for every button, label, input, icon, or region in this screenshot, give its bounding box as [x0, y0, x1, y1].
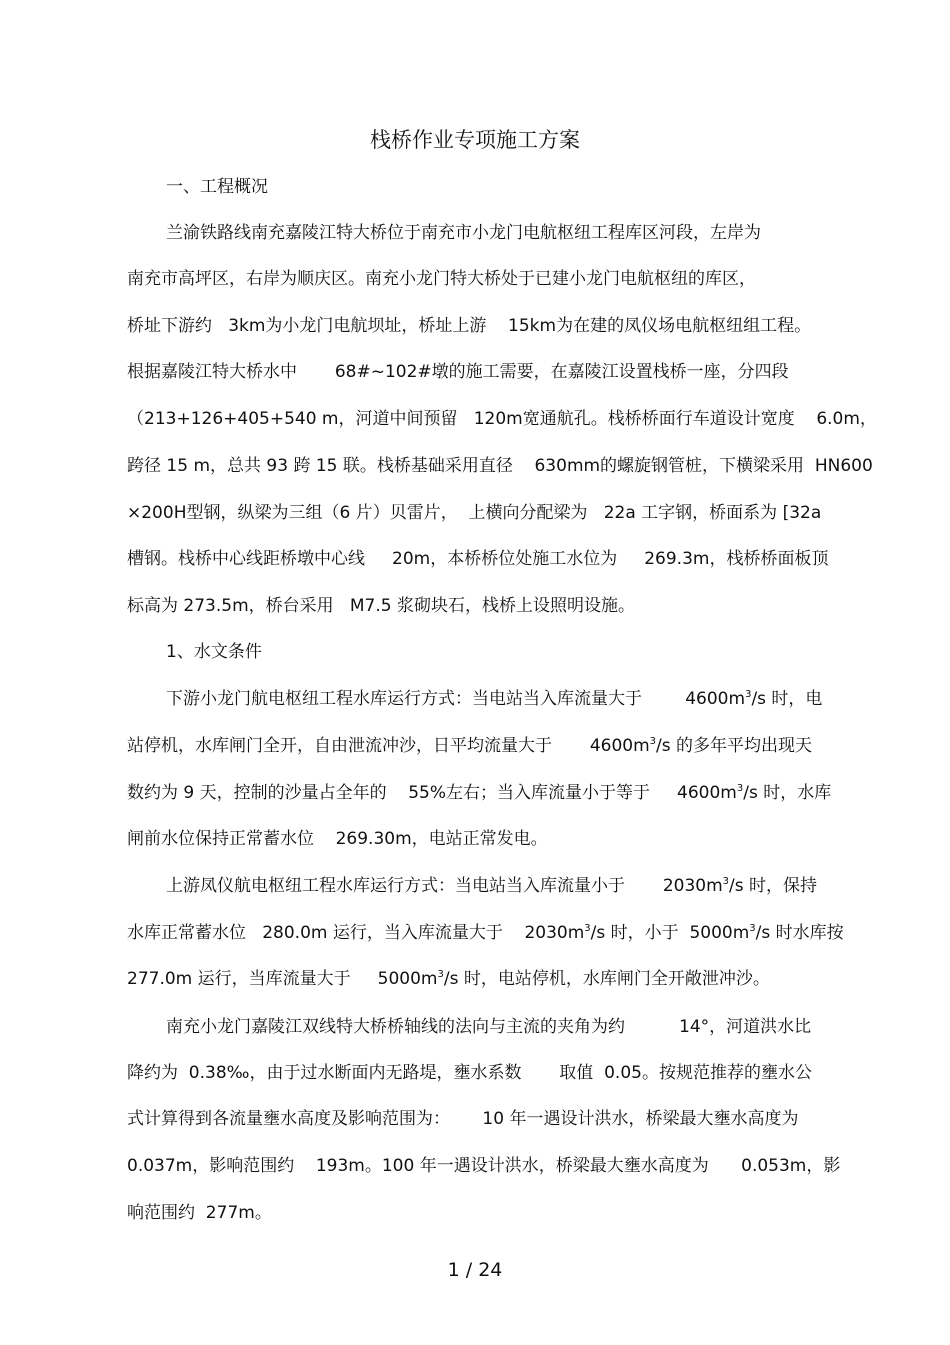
paragraph-line: 下游小龙门航电枢纽工程水库运行方式：当电站当入库流量大于 $4600m^3/s$ 时，电: [166, 689, 823, 709]
paragraph-line: 跨径 15 m，总共 93 跨 15 联。栈桥基础采用直径 630mm的螺旋钢管桩，下横梁采用 HN600: [127, 456, 873, 476]
paragraph-line: 277.0m 运行，当库流量大于 $5000m^3/s$ 时，电站停机，水库闸门全开敞泄冲沙。: [127, 969, 770, 989]
paragraph-line: 数约为 9 天，控制的沙量占全年的 55%左右；当入库流量小于等于 $4600m^3/s$ 时，水库: [127, 783, 832, 803]
paragraph-line: 桥址下游约 3km为小龙门电航坝址，桥址上游 15km为在建的凤仪场电航枢纽组工程。: [127, 316, 812, 336]
section-heading-overview: 一、工程概况: [166, 177, 268, 197]
paragraph-line: 式计算得到各流量壅水高度及影响范围为： 10 年一遇设计洪水，桥梁最大壅水高度为: [127, 1109, 799, 1129]
paragraph-line: 水库正常蓄水位 280.0m 运行，当入库流量大于 $2030m^3/s$ 时，小于 $5000m^3/s$ 时水库按: [127, 923, 844, 943]
paragraph-line: 0.037m，影响范围约 193m。100 年一遇设计洪水，桥梁最大壅水高度为 0.053m，影: [127, 1156, 841, 1176]
paragraph-line: 根据嘉陵江特大桥水中 68#~102#墩的施工需要，在嘉陵江设置栈桥一座，分四段: [127, 362, 789, 382]
document-title: 栈桥作业专项施工方案: [370, 128, 580, 152]
paragraph-line: 槽钢。栈桥中心线距桥墩中心线 20m，本桥桥位处施工水位为 269.3m，栈桥桥面板顶: [127, 549, 829, 569]
paragraph-line: ×200H型钢，纵梁为三组（6 片）贝雷片， 上横向分配梁为 22a 工字钢，桥面系为 [32a: [127, 503, 822, 523]
section-heading-hydrology: 1、水文条件: [166, 642, 262, 662]
paragraph-line: 南充小龙门嘉陵江双线特大桥桥轴线的法向与主流的夹角为约 14°，河道洪水比: [166, 1017, 812, 1037]
paragraph-line: 站停机，水库闸门全开，自由泄流冲沙，日平均流量大于 $4600m^3/s$ 的多年平均出现天: [127, 736, 813, 756]
paragraph-line: 兰渝铁路线南充嘉陵江特大桥位于南充市小龙门电航枢纽工程库区河段，左岸为: [166, 223, 761, 243]
paragraph-line: 响范围约 277m。: [127, 1203, 272, 1223]
paragraph-line: 标高为 273.5m，桥台采用 M7.5 浆砌块石，栈桥上设照明设施。: [127, 596, 635, 616]
paragraph-line: 降约为 0.38‰，由于过水断面内无路堤，壅水系数 取值 0.05。按规范推荐的壅水公: [127, 1063, 812, 1083]
paragraph-line: 闸前水位保持正常蓄水位 269.30m，电站正常发电。: [127, 829, 548, 849]
paragraph-line: （213+126+405+540 m，河道中间预留 120m宽通航孔。栈桥桥面行车道设计宽度 6.0m，: [127, 409, 877, 429]
paragraph-line: 上游凤仪航电枢纽工程水库运行方式：当电站当入库流量小于 $2030m^3/s$ 时，保持: [166, 876, 818, 896]
paragraph-line: 南充市高坪区，右岸为顺庆区。南充小龙门特大桥处于已建小龙门电航枢纽的库区，: [127, 269, 756, 289]
page-number: 1 / 24: [447, 1259, 503, 1281]
